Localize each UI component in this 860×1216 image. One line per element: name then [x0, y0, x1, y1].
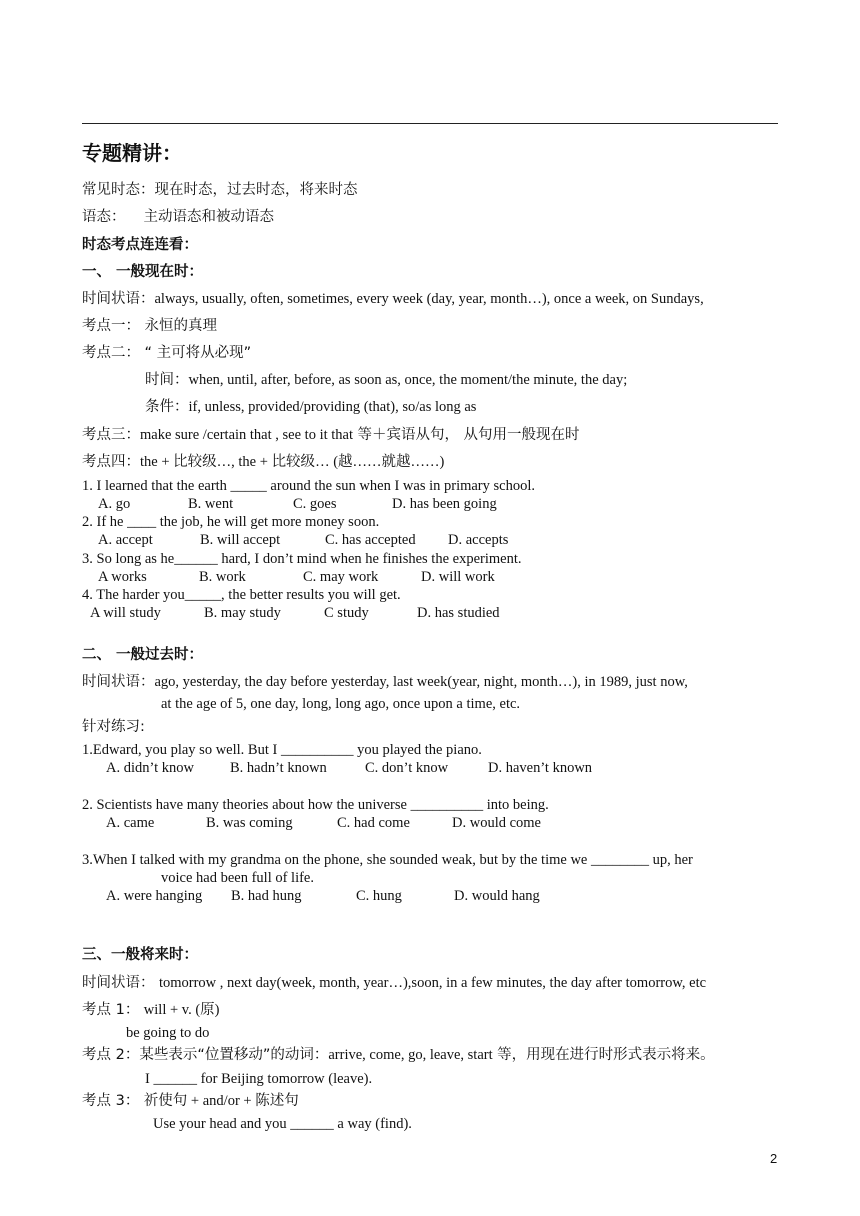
page-title: 专题精讲：	[82, 141, 182, 165]
k4-part: …, the +	[216, 454, 272, 470]
option: A. accept	[98, 532, 153, 548]
s2-adverbials-cont: at the age of 5, one day, long, long ago, once upon a time, etc.	[161, 696, 521, 712]
k4-part: 越	[338, 454, 353, 470]
s1-point3	[82, 426, 580, 444]
s3-k3-cn: 祈使句	[143, 1093, 188, 1109]
option: C. goes	[293, 496, 337, 512]
k4-part: 就越	[381, 454, 411, 470]
s1-time-label: 时间：	[145, 372, 189, 388]
k4-part: ……	[352, 454, 382, 470]
option: C. may work	[303, 569, 379, 585]
s1-adv-label: 时间状语：	[82, 291, 155, 307]
s1-k2-text: “ 主可将从必现”	[144, 345, 252, 361]
option: D. would hang	[454, 888, 540, 904]
option: A works	[98, 569, 147, 585]
s1-question-4: 4. The harder you_____, the better results you will get.	[82, 587, 401, 603]
option: D. has been going	[392, 496, 497, 512]
s3-k1-text: will + v. (原)	[143, 1002, 220, 1018]
s1-k3-cn: 等＋宾语从句， 从句用一般现在时	[357, 427, 580, 443]
s1-k1-text: 永恒的真理	[144, 318, 217, 334]
option: A. were hanging	[106, 888, 203, 904]
s2-question-2: 2. Scientists have many theories about how the universe __________ into being.	[82, 797, 549, 813]
s1-adverbials	[82, 290, 704, 308]
s1-point2	[82, 344, 251, 362]
option: B. will accept	[200, 532, 281, 548]
s2-question-3-cont: voice had been full of life.	[161, 870, 314, 886]
voice-line	[82, 208, 274, 226]
s2-question-3: 3.When I talked with my grandma on the phone, she sounded weak, but by the time we ________ up, her	[82, 852, 693, 868]
k4-part: ……)	[410, 454, 445, 470]
s3-k2-en: arrive, come, go, leave, start	[328, 1047, 493, 1063]
practice-label: 针对练习:	[82, 719, 145, 735]
s3-k3-cn2: 陈述句	[255, 1093, 299, 1109]
option: C. hung	[356, 888, 402, 904]
s1-cond-label: 条件：	[145, 399, 189, 415]
s3-point2-example: I ______ for Beijing tomorrow (leave).	[145, 1071, 373, 1087]
s1-question-2: 2. If he ____ the job, he will get more money soon.	[82, 514, 380, 530]
s1-question-3: 3. So long as he______ hard, I don’t mind when he finishes the experiment.	[82, 551, 522, 567]
s3-k3-label: 考点 3：	[82, 1093, 140, 1109]
s1-point1	[82, 317, 217, 335]
s1-k3-en: make sure /certain that , see to it that	[140, 427, 353, 443]
option: B. was coming	[206, 815, 293, 831]
k4-part: … (	[315, 454, 339, 470]
s3-k2-label: 考点 2：	[82, 1047, 140, 1063]
option: B. work	[199, 569, 246, 585]
option: C. don’t know	[365, 760, 449, 776]
s1-time-text: when, until, after, before, as soon as, once, the moment/the minute, the day;	[188, 372, 628, 388]
s1-k4-label: 考点四：	[82, 454, 140, 470]
s3-point1-alt: be going to do	[126, 1025, 210, 1041]
option: A. came	[106, 815, 155, 831]
option: B. had hung	[231, 888, 302, 904]
option: D. would come	[452, 815, 541, 831]
s1-question-1: 1. I learned that the earth _____ around the sun when I was in primary school.	[82, 478, 535, 494]
s3-adv-text: tomorrow , next day(week, month, year…),soon, in a few minutes, the day after tomorrow, etc	[158, 975, 707, 991]
option: C. has accepted	[325, 532, 416, 548]
s2-adv-text: ago, yesterday, the day before yesterday, last week(year, night, month…), in 1989, just now,	[154, 674, 688, 690]
s1-heading: 一、 一般现在时：	[82, 264, 204, 280]
s3-k2-cn1: 某些表示“位置移动”的动词：	[139, 1047, 329, 1063]
s3-heading: 三、一般将来时：	[82, 947, 198, 963]
s3-point3-example: Use your head and you ______ a way (find).	[153, 1116, 412, 1132]
option: C. had come	[337, 815, 410, 831]
s3-k1-label: 考点 1：	[82, 1002, 140, 1018]
s1-k3-label: 考点三：	[82, 427, 140, 443]
s2-adv-label: 时间状语：	[82, 674, 155, 690]
s3-point1	[82, 1001, 220, 1019]
k4-part: the +	[140, 454, 174, 470]
voice-text: 主动语态和被动语态	[143, 209, 274, 225]
k4-part: 比较级	[173, 454, 217, 470]
option: B. hadn’t known	[230, 760, 327, 776]
s1-point4	[82, 453, 444, 471]
s1-adv-text: always, usually, often, sometimes, every week (day, year, month…), once a week, on Sundays,	[154, 291, 704, 307]
s3-k2-cn2: 等，用现在进行时形式表示将来。	[497, 1047, 715, 1063]
voice-label: 语态：	[82, 209, 126, 225]
option: B. went	[188, 496, 234, 512]
s3-adverbials	[82, 974, 706, 992]
option: D. accepts	[448, 532, 509, 548]
s2-question-1: 1.Edward, you play so well. But I __________ you played the piano.	[82, 742, 482, 758]
s1-k2-label: 考点二：	[82, 345, 140, 361]
option: D. haven’t known	[488, 760, 593, 776]
section-heading: 时态考点连连看：	[82, 237, 198, 253]
option: A. didn’t know	[106, 760, 194, 776]
k4-part: 比较级	[271, 454, 316, 470]
s3-point3	[82, 1092, 299, 1110]
s1-cond-conj	[145, 398, 476, 416]
option: C study	[324, 605, 369, 621]
s1-time-conj	[145, 371, 627, 389]
option: B. may study	[204, 605, 281, 621]
option: A will study	[90, 605, 161, 621]
s2-heading: 二、 一般过去时：	[82, 647, 204, 663]
option: D. has studied	[417, 605, 500, 621]
s2-adverbials	[82, 673, 688, 691]
top-rule	[82, 123, 778, 124]
page-number: 2	[770, 1151, 778, 1166]
s1-cond-text: if, unless, provided/providing (that), so/as long as	[188, 399, 477, 415]
s1-k1-label: 考点一：	[82, 318, 140, 334]
s3-k3-en: + and/or +	[187, 1093, 256, 1109]
intro-line: 常见时态：现在时态，过去时态，将来时态	[82, 182, 358, 198]
option: D. will work	[421, 569, 495, 585]
s3-point2	[82, 1046, 715, 1064]
option: A. go	[98, 496, 131, 512]
s3-adv-label: 时间状语：	[82, 975, 155, 991]
